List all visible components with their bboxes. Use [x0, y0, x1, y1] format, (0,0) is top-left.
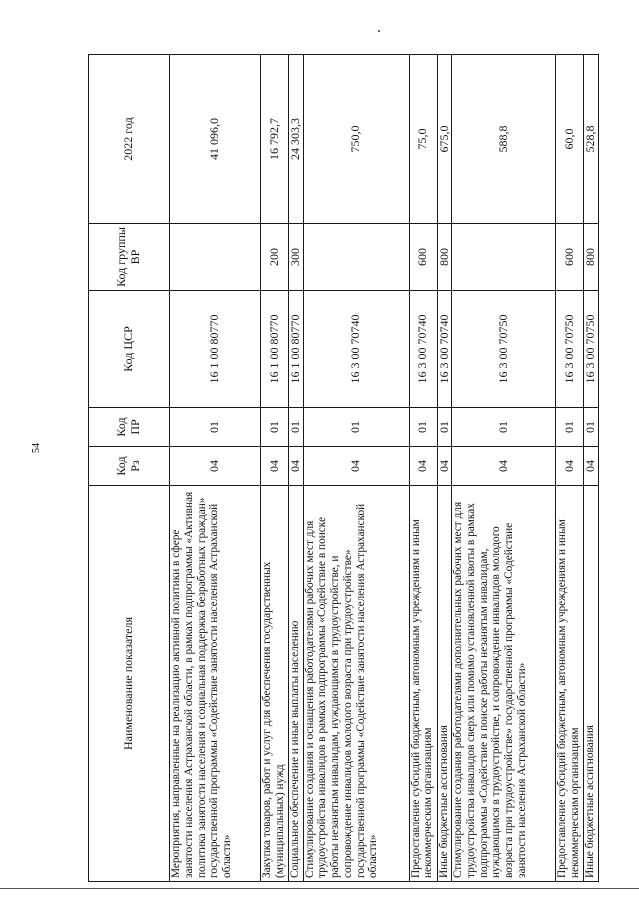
table-row — [584, 55, 599, 882]
row-value: 750,0 — [303, 55, 409, 224]
row-vr — [452, 224, 556, 291]
row-rz: 04 — [289, 447, 304, 486]
header-pr: Код ПР — [89, 408, 170, 447]
row-value: 675,0 — [437, 55, 452, 224]
row-rz: 04 — [261, 447, 289, 486]
row-pr: 01 — [437, 408, 452, 447]
row-rz: 04 — [452, 447, 556, 486]
row-pr: 01 — [261, 408, 289, 447]
row-rz: 04 — [409, 447, 437, 486]
table-row — [437, 55, 452, 882]
row-pr: 01 — [289, 408, 304, 447]
header-row — [89, 55, 170, 882]
header-name: Наименование показателя — [89, 486, 170, 882]
row-csr: 16 1 00 80770 — [289, 291, 304, 408]
row-value: 60,0 — [556, 55, 584, 224]
page-number: 54 — [31, 443, 42, 453]
row-name: Социальное обеспечение и иные выплаты населению — [289, 486, 304, 882]
row-rz: 04 — [170, 447, 261, 486]
row-csr: 16 3 00 70740 — [437, 291, 452, 408]
row-name: Предоставление субсидий бюджетным, автономным учреждениям и иным некоммерческим организациям — [409, 486, 437, 882]
row-vr — [303, 224, 409, 291]
row-rz: 04 — [437, 447, 452, 486]
table-row — [303, 55, 409, 882]
footer-rule — [0, 888, 639, 889]
row-pr: 01 — [303, 408, 409, 447]
row-value: 41 096,0 — [170, 55, 261, 224]
row-vr — [170, 224, 261, 291]
row-vr: 600 — [409, 224, 437, 291]
row-name: Стимулирование создания и оснащения работодателями рабочих мест для трудоустройства инвалидов в рамках подпрограммы «Содействие в поиске работы незанятым инвалидам, нуждающимся в трудоустройстве, и сопровождение инвалидов молодого возраста при трудоустройстве» государственной программы «Содействие занятости населения Астраханской области» — [303, 486, 409, 882]
row-name: Закупка товаров, работ и услуг для обеспечения государственных (муниципальных) нужд — [261, 486, 289, 882]
row-pr: 01 — [584, 408, 599, 447]
row-name: Предоставление субсидий бюджетным, автономным учреждениям и иным некоммерческим организациям — [556, 486, 584, 882]
row-csr: 16 3 00 70750 — [584, 291, 599, 408]
header-vr: Код группы ВР — [89, 224, 170, 291]
scan-speck — [378, 30, 380, 32]
row-csr: 16 3 00 70750 — [452, 291, 556, 408]
row-pr: 01 — [170, 408, 261, 447]
row-csr: 16 1 00 80770 — [170, 291, 261, 408]
row-pr: 01 — [556, 408, 584, 447]
row-value: 24 303,3 — [289, 55, 304, 224]
row-name: Иные бюджетные ассигнования — [584, 486, 599, 882]
header-rz: Код Рз — [89, 447, 170, 486]
row-vr: 600 — [556, 224, 584, 291]
row-csr: 16 3 00 70750 — [556, 291, 584, 408]
row-vr: 300 — [289, 224, 304, 291]
row-vr: 200 — [261, 224, 289, 291]
row-vr: 800 — [584, 224, 599, 291]
row-pr: 01 — [452, 408, 556, 447]
row-pr: 01 — [409, 408, 437, 447]
row-name: Стимулирование создания работодателями дополнительных рабочих мест для трудоустройства инвалидов сверх или помимо установленной квоты в рамках подпрограммы «Содействие в поиске работы незанятым инвалидам, нуждающимся в трудоустройстве, и сопровождение инвалидов молодого возраста при трудоустройстве» государственной программы «Содействие занятости населения Астраханской области» — [452, 486, 556, 882]
row-value: 16 792,7 — [261, 55, 289, 224]
row-rz: 04 — [303, 447, 409, 486]
rotated-table-container — [88, 55, 598, 882]
row-value: 75,0 — [409, 55, 437, 224]
row-value: 588,8 — [452, 55, 556, 224]
table-row — [556, 55, 584, 882]
table-row — [261, 55, 289, 882]
table-row — [289, 55, 304, 882]
header-2022: 2022 год — [89, 55, 170, 224]
row-name: Иные бюджетные ассигнования — [437, 486, 452, 882]
row-name: Мероприятия, направленные на реализацию активной политики в сфере занятости населения Астраханской области, в рамках подпрограммы «Активная политика занятости населения и социальная поддержка безработных граждан» государственной программы «Содействие занятости населения Астраханской области» — [170, 486, 261, 882]
budget-table — [88, 54, 599, 882]
row-rz: 04 — [556, 447, 584, 486]
table-row — [409, 55, 437, 882]
row-vr: 800 — [437, 224, 452, 291]
row-rz: 04 — [584, 447, 599, 486]
table-row — [170, 55, 261, 882]
row-csr: 16 3 00 70740 — [409, 291, 437, 408]
row-csr: 16 3 00 70740 — [303, 291, 409, 408]
table-row — [452, 55, 556, 882]
row-value: 528,8 — [584, 55, 599, 224]
header-csr: Код ЦСР — [89, 291, 170, 408]
row-csr: 16 1 00 80770 — [261, 291, 289, 408]
